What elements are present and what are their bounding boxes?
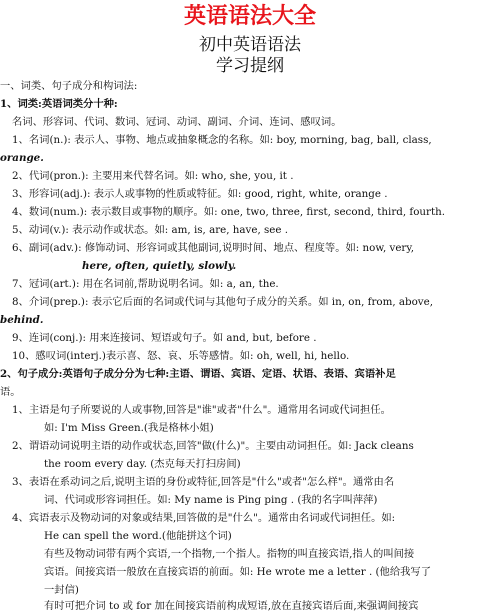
paragraph-line: the room every day. (杰克每天打扫房间): [44, 458, 241, 470]
paragraph-line: 如: I'm Miss Green.(我是格林小姐): [44, 422, 214, 434]
subsection-heading: 2、句子成分:英语句子成分分为七种:主语、谓语、宾语、定语、状语、表语、宾语补足: [0, 368, 396, 380]
paragraph-line: 3、形容词(adj.): 表示人或事物的性质或特征。如: good, right, white, orange .: [12, 188, 388, 200]
paragraph-line: here, often, quietly, slowly.: [82, 260, 237, 272]
paragraph-line: behind.: [0, 314, 44, 326]
paragraph-line: 9、连词(conj.): 用来连接词、短语或句子。如 and, but, before .: [12, 332, 317, 344]
paragraph-line: He can spell the word.(他能拼这个词): [44, 530, 232, 542]
paragraph-line: 2、代词(pron.): 主要用来代替名词。如: who, she, you, it .: [12, 170, 294, 182]
document-subtitle-2: 学习提纲: [216, 56, 284, 76]
paragraph-line: 1、名词(n.): 表示人、事物、地点或抽象概念的名称。如: boy, morning, bag, ball, class,: [12, 134, 432, 146]
paragraph-line: orange.: [0, 152, 44, 164]
paragraph-line: 5、动词(v.): 表示动作或状态。如: am, is, are, have, see .: [12, 224, 289, 236]
paragraph-line: 8、介词(prep.): 表示它后面的名词或代词与其他句子成分的关系。如 in, on, from, above,: [12, 296, 433, 308]
paragraph-line: 词、代词或形容词担任。如: My name is Ping ping . (我的名字叫萍萍): [44, 494, 378, 506]
paragraph-line: 宾语。间接宾语一般放在直接宾语的前面。如: He wrote me a letter . (他给我写了: [44, 566, 432, 578]
paragraph-line: 4、宾语表示及物动词的对象或结果,回答做的是"什么"。通常由名词或代词担任。如:: [12, 512, 396, 524]
paragraph-line: 6、副词(adv.): 修饰动词、形容词或其他副词,说明时间、地点、程度等。如: now, very,: [12, 242, 415, 254]
section-heading: 一、词类、句子成分和构词法:: [0, 80, 138, 92]
paragraph-line: 有些及物动词带有两个宾语,一个指物,一个指人。指物的叫直接宾语,指人的叫间接: [44, 548, 415, 560]
paragraph-line: 2、谓语动词说明主语的动作或状态,回答"做(什么)"。主要由动词担任。如: Jack cleans: [12, 440, 414, 452]
paragraph-line: 10、感叹词(interj.)表示喜、怒、哀、乐等感情。如: oh, well, hi, hello.: [12, 350, 350, 362]
document-subtitle: 初中英语语法: [199, 35, 301, 55]
paragraph-line: 3、表语在系动词之后,说明主语的身份或特征,回答是"什么"或者"怎么样"。通常由名: [12, 476, 395, 488]
paragraph-line: 语。: [0, 386, 21, 398]
paragraph-line: 名词、形容词、代词、数词、冠词、动词、副词、介词、连词、感叹词。: [12, 116, 342, 128]
document-title: 英语语法大全: [183, 3, 316, 29]
paragraph-line: 7、冠词(art.): 用在名词前,帮助说明名词。如: a, an, the.: [12, 278, 279, 290]
paragraph-line: 1、主语是句子所要说的人或事物,回答是"谁"或者"什么"。通常用名词或代词担任。: [12, 404, 391, 416]
paragraph-line: 有时可把介词 to 或 for 加在间接宾语前构成短语,放在直接宾语后面,来强调间接宾: [44, 600, 419, 612]
paragraph-line: 一封信): [44, 584, 79, 596]
subsection-heading: 1、词类:英语词类分十种:: [0, 98, 118, 110]
paragraph-line: 4、数词(num.): 表示数目或事物的顺序。如: one, two, three, first, second, third, fourth.: [12, 206, 446, 218]
